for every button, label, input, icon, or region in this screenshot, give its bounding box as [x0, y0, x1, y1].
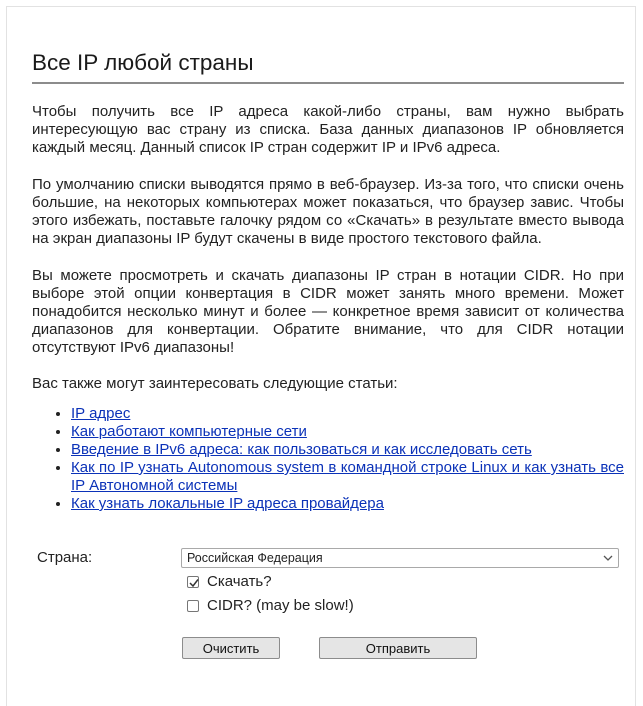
list-item	[71, 441, 624, 459]
link-ipv6-intro[interactable]: Введение в IPv6 адреса: как пользоваться и как исследовать сеть	[71, 441, 532, 458]
link-autonomous-system[interactable]: Как по IP узнать Autonomous system в командной строке Linux и как узнать все IP Автономной системы	[71, 459, 624, 494]
related-articles-heading: Вас также могут заинтересовать следующие статьи:	[32, 375, 398, 392]
cidr-paragraph: Вы можете просмотреть и скачать диапазоны IP стран в нотации CIDR. Но при выборе этой опции конвертация в CIDR может занять много времени. Может понадобится несколько минут и более — конкретное время зависит от количества диапазонов для конвертации. Обратите внимание, что для CIDR нотации отсутствуют IPv6 диапазоны!	[32, 267, 624, 356]
download-checkbox[interactable]	[187, 576, 199, 588]
link-ip-address[interactable]: IP адрес	[71, 405, 131, 422]
list-item	[71, 423, 624, 441]
main-content	[32, 48, 624, 513]
chevron-down-icon	[602, 549, 614, 567]
submit-button[interactable]: Отправить	[319, 637, 477, 659]
cidr-checkbox[interactable]	[187, 600, 199, 612]
country-label: Страна:	[37, 549, 93, 566]
link-provider-local-ip[interactable]: Как узнать локальные IP адреса провайдера	[71, 495, 384, 512]
country-select-value: Российская Федерация	[187, 551, 323, 565]
download-label: Скачать?	[207, 573, 272, 590]
link-computer-networks[interactable]: Как работают компьютерные сети	[71, 423, 307, 440]
intro-paragraph: Чтобы получить все IP адреса какой-либо страны, вам нужно выбрать интересующую вас страну из списка. База данных диапазонов IP обновляется каждый месяц. Данный список IP стран содержит IP и IPv6 адреса.	[32, 103, 624, 156]
cidr-option	[187, 597, 354, 615]
page-title: Все IP любой страны	[32, 48, 624, 84]
download-option	[187, 573, 272, 591]
country-select[interactable]	[181, 548, 619, 568]
related-articles-list	[32, 405, 624, 513]
list-item	[71, 405, 624, 423]
clear-button[interactable]: Очистить	[182, 637, 280, 659]
list-item	[71, 459, 624, 495]
browser-output-paragraph: По умолчанию списки выводятся прямо в веб-браузер. Из-за того, что списки очень большие, на некоторых компьютерах может показаться, что браузер завис. Чтобы этого избежать, поставьте галочку рядом со «Скачать» в результате вместо вывода на экран диапазоны IP будут скачены в виде простого текстового файла.	[32, 176, 624, 247]
cidr-label: CIDR? (may be slow!)	[207, 597, 354, 614]
check-icon	[188, 577, 200, 589]
list-item	[71, 495, 624, 513]
